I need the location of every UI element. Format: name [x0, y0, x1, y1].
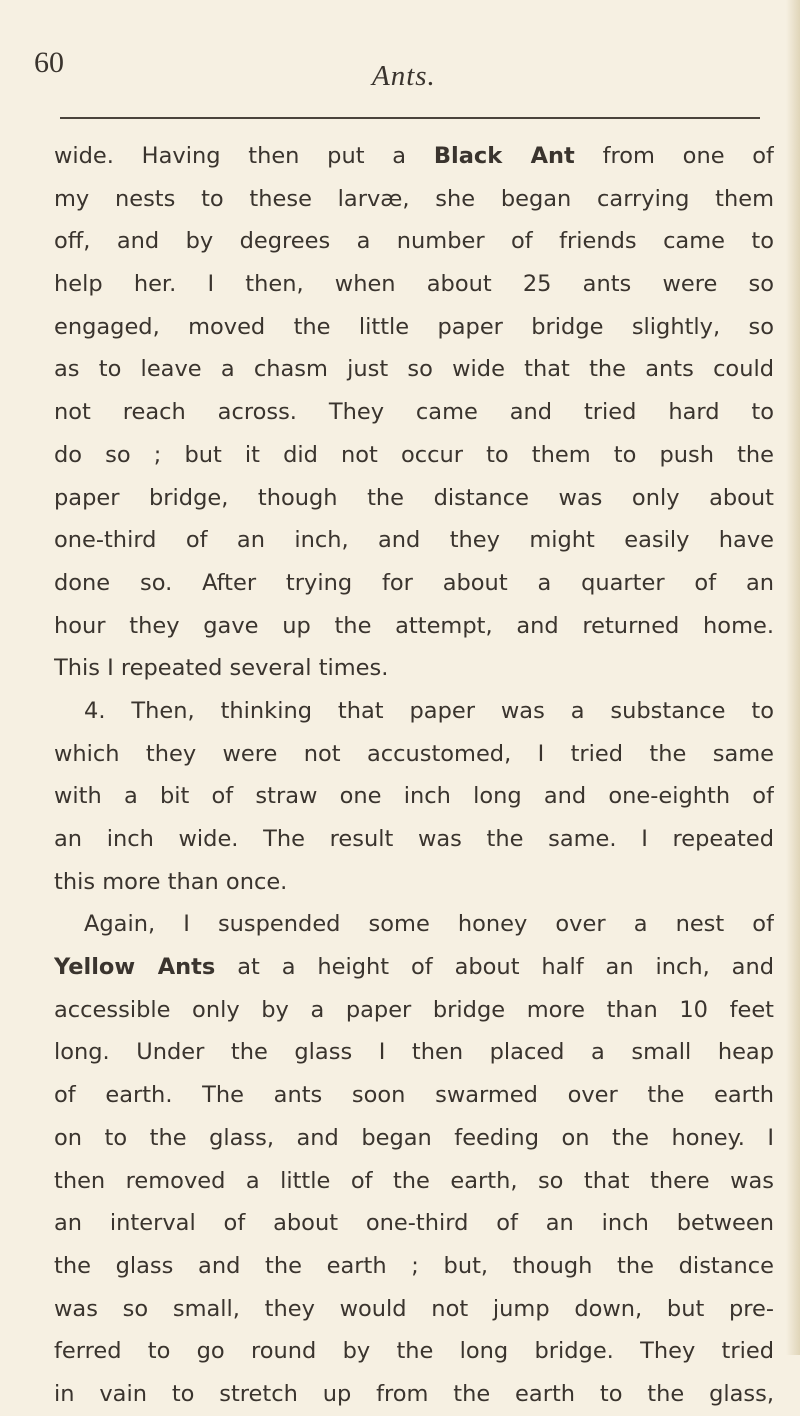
body-text — [54, 135, 774, 1416]
text-line: done so. After trying for about a quarter of an — [54, 569, 774, 596]
text-line: of earth. The ants soon swarmed over the earth — [54, 1082, 774, 1109]
text-line: this more than once. — [54, 868, 288, 895]
header-rule — [60, 117, 760, 119]
text-line: paper bridge, though the distance was only about — [54, 484, 774, 511]
text-line: engaged, moved the little paper bridge slightly, so — [54, 313, 774, 340]
text-line: accessible only by a paper bridge more than 10 feet — [54, 996, 774, 1023]
text-line: my nests to these larvæ, she began carrying them — [54, 185, 774, 212]
text-line: an inch wide. The result was the same. I repeated — [54, 826, 774, 852]
text-line: ferred to go round by the long bridge. They tried — [54, 1338, 774, 1365]
text-line: Yellow Ants at a height of about half an inch, and — [54, 954, 774, 981]
text-line: 4. Then, thinking that paper was a substance to — [84, 697, 774, 724]
text-line: an interval of about one-third of an inch between — [54, 1210, 774, 1237]
text-line: not reach across. They came and tried hard to — [54, 399, 774, 426]
text-line: This I repeated several times. — [54, 655, 389, 682]
text-line: was so small, they would not jump down, but pre- — [54, 1295, 774, 1322]
text-line: with a bit of straw one inch long and one-eighth of — [54, 783, 774, 810]
text-line: which they were not accustomed, I tried the same — [54, 740, 774, 767]
text-line: the glass and the earth ; but, though the distance — [54, 1252, 774, 1279]
page-edge-shadow — [786, 0, 800, 1355]
text-line: one-third of an inch, and they might easily have — [54, 527, 774, 554]
text-line: help her. I then, when about 25 ants were so — [54, 271, 774, 298]
text-line: wide. Having then put a Black Ant from one of — [54, 143, 774, 169]
text-line: off, and by degrees a number of friends came to — [54, 228, 774, 255]
text-line: hour they gave up the attempt, and returned home. — [54, 612, 774, 639]
running-head: Ants. — [372, 60, 436, 92]
text-line: in vain to stretch up from the earth to the glass, — [54, 1380, 774, 1407]
text-line: on to the glass, and began feeding on the honey. I — [54, 1124, 774, 1151]
text-line: Again, I suspended some honey over a nest of — [84, 911, 774, 938]
page-number: 60 — [34, 46, 64, 79]
text-line: do so ; but it did not occur to them to push the — [54, 441, 774, 468]
text-line: then removed a little of the earth, so that there was — [54, 1167, 774, 1194]
text-line: as to leave a chasm just so wide that the ants could — [54, 356, 774, 383]
text-line: long. Under the glass I then placed a small heap — [54, 1039, 774, 1066]
